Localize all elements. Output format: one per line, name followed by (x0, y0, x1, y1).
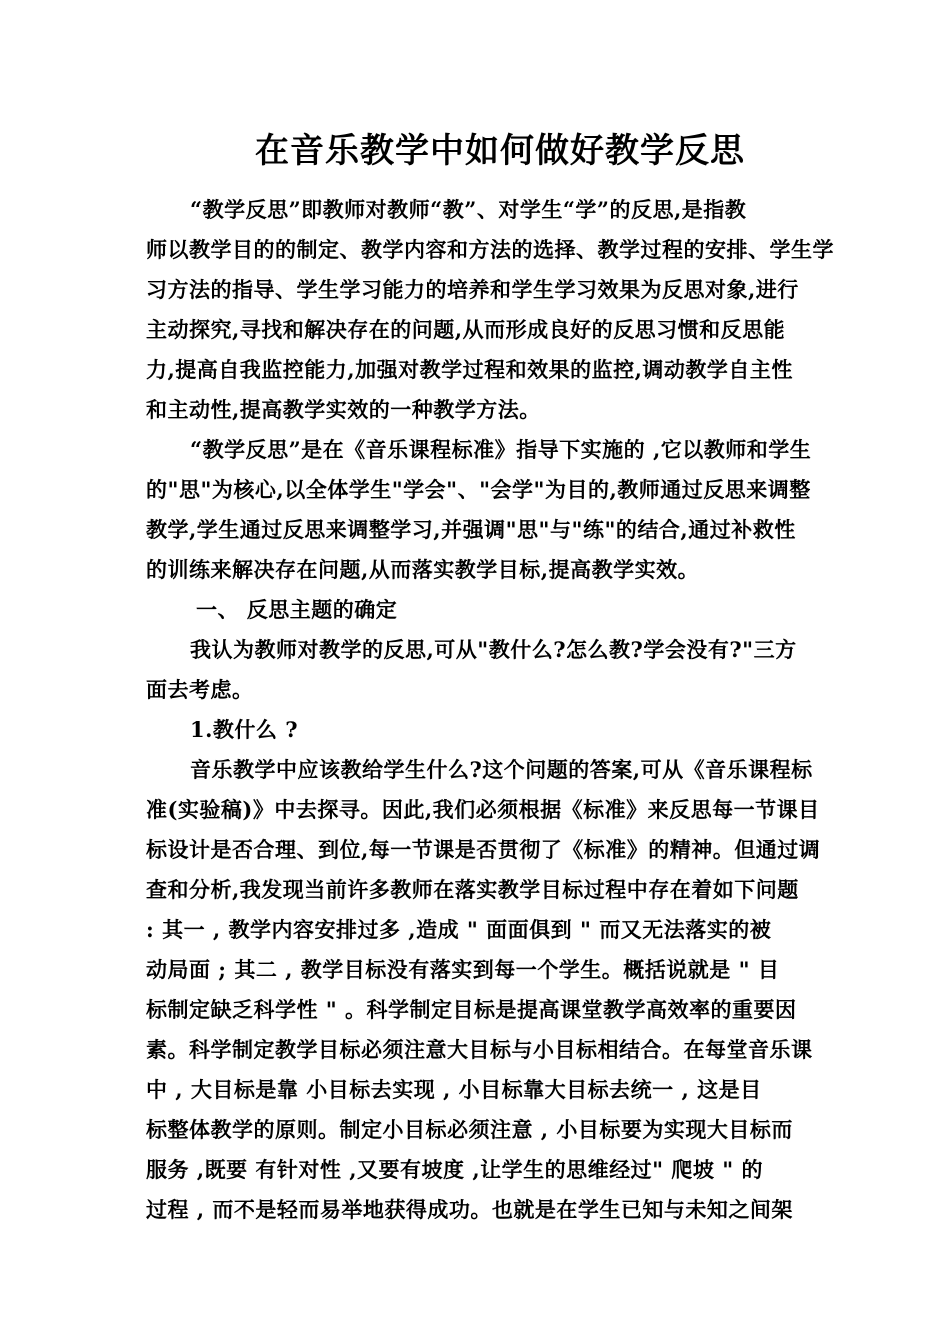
subsection-heading: 1.教什么 ? (190, 717, 299, 742)
paragraph-line: 素。科学制定教学目标必须注意大目标与小目标相结合。在每堂音乐课 (146, 1037, 813, 1062)
paragraph-line: 中 , 大目标是靠 小目标去实现 , 小目标靠大目标去统一 , 这是目 (146, 1077, 762, 1102)
paragraph-line: 标整体教学的原则。制定小目标必须注意 , 小目标要为实现大目标而 (146, 1117, 793, 1142)
paragraph-line: 服务 ,既要 有针对性 ,又要有坡度 ,让学生的思维经过" 爬坡 " 的 (146, 1157, 763, 1182)
paragraph-line: 主动探究,寻找和解决存在的问题,从而形成良好的反思习惯和反思能 (146, 317, 786, 342)
paragraph-line: 面去考虑。 (146, 677, 254, 702)
paragraph-line: 动局面 ; 其二 , 教学目标没有落实到每一个学生。概括说就是 " 目 (146, 957, 780, 982)
paragraph-line: 音乐教学中应该教给学生什么?这个问题的答案,可从《音乐课程标 (190, 757, 813, 782)
paragraph-line: 力,提高自我监控能力,加强对教学过程和效果的监控,调动教学自主性 (146, 357, 793, 382)
paragraph-line: 教学,学生通过反思来调整学习,并强调"思"与"练"的结合,通过补救性 (146, 517, 796, 542)
paragraph-line: 习方法的指导、学生学习能力的培养和学生学习效果为反思对象,进行 (146, 277, 799, 302)
paragraph-line: 我认为教师对教学的反思,可从"教什么?怎么教?学会没有?"三方 (190, 637, 797, 662)
paragraph-line: “教学反思”即教师对教师“教”、对学生“学”的反思,是指教 (190, 197, 747, 222)
paragraph-line: 和主动性,提高教学实效的一种教学方法。 (146, 397, 541, 422)
section-heading: 一、 反思主题的确定 (196, 597, 398, 622)
paragraph-line: 的"思"为核心,以全体学生"学会"、"会学"为目的,教师通过反思来调整 (146, 477, 811, 502)
paragraph-line: 标设计是否合理、到位,每一节课是否贯彻了《标准》的精神。但通过调 (146, 837, 821, 862)
paragraph-line: : 其一 , 教学内容安排过多 ,造成 " 面面俱到 " 而又无法落实的被 (146, 917, 772, 942)
paragraph-line: 过程 , 而不是轻而易举地获得成功。也就是在学生已知与未知之间架 (146, 1197, 793, 1222)
paragraph-line: 准(实验稿)》中去探寻。因此,我们必须根据《标准》来反思每一节课目 (146, 797, 820, 822)
paragraph-line: 师以教学目的的制定、教学内容和方法的选择、教学过程的安排、学生学 (146, 237, 834, 262)
document-title: 在音乐教学中如何做好教学反思 (255, 131, 745, 171)
paragraph-line: “教学反思”是在《音乐课程标准》指导下实施的 ,它以教师和学生 (190, 437, 812, 462)
paragraph-line: 的训练来解决存在问题,从而落实教学目标,提高教学实效。 (146, 557, 700, 582)
paragraph-line: 查和分析,我发现当前许多教师在落实教学目标过程中存在着如下问题 (146, 877, 799, 902)
paragraph-line: 标制定缺乏科学性 " 。科学制定目标是提高课堂教学高效率的重要因 (146, 997, 797, 1022)
